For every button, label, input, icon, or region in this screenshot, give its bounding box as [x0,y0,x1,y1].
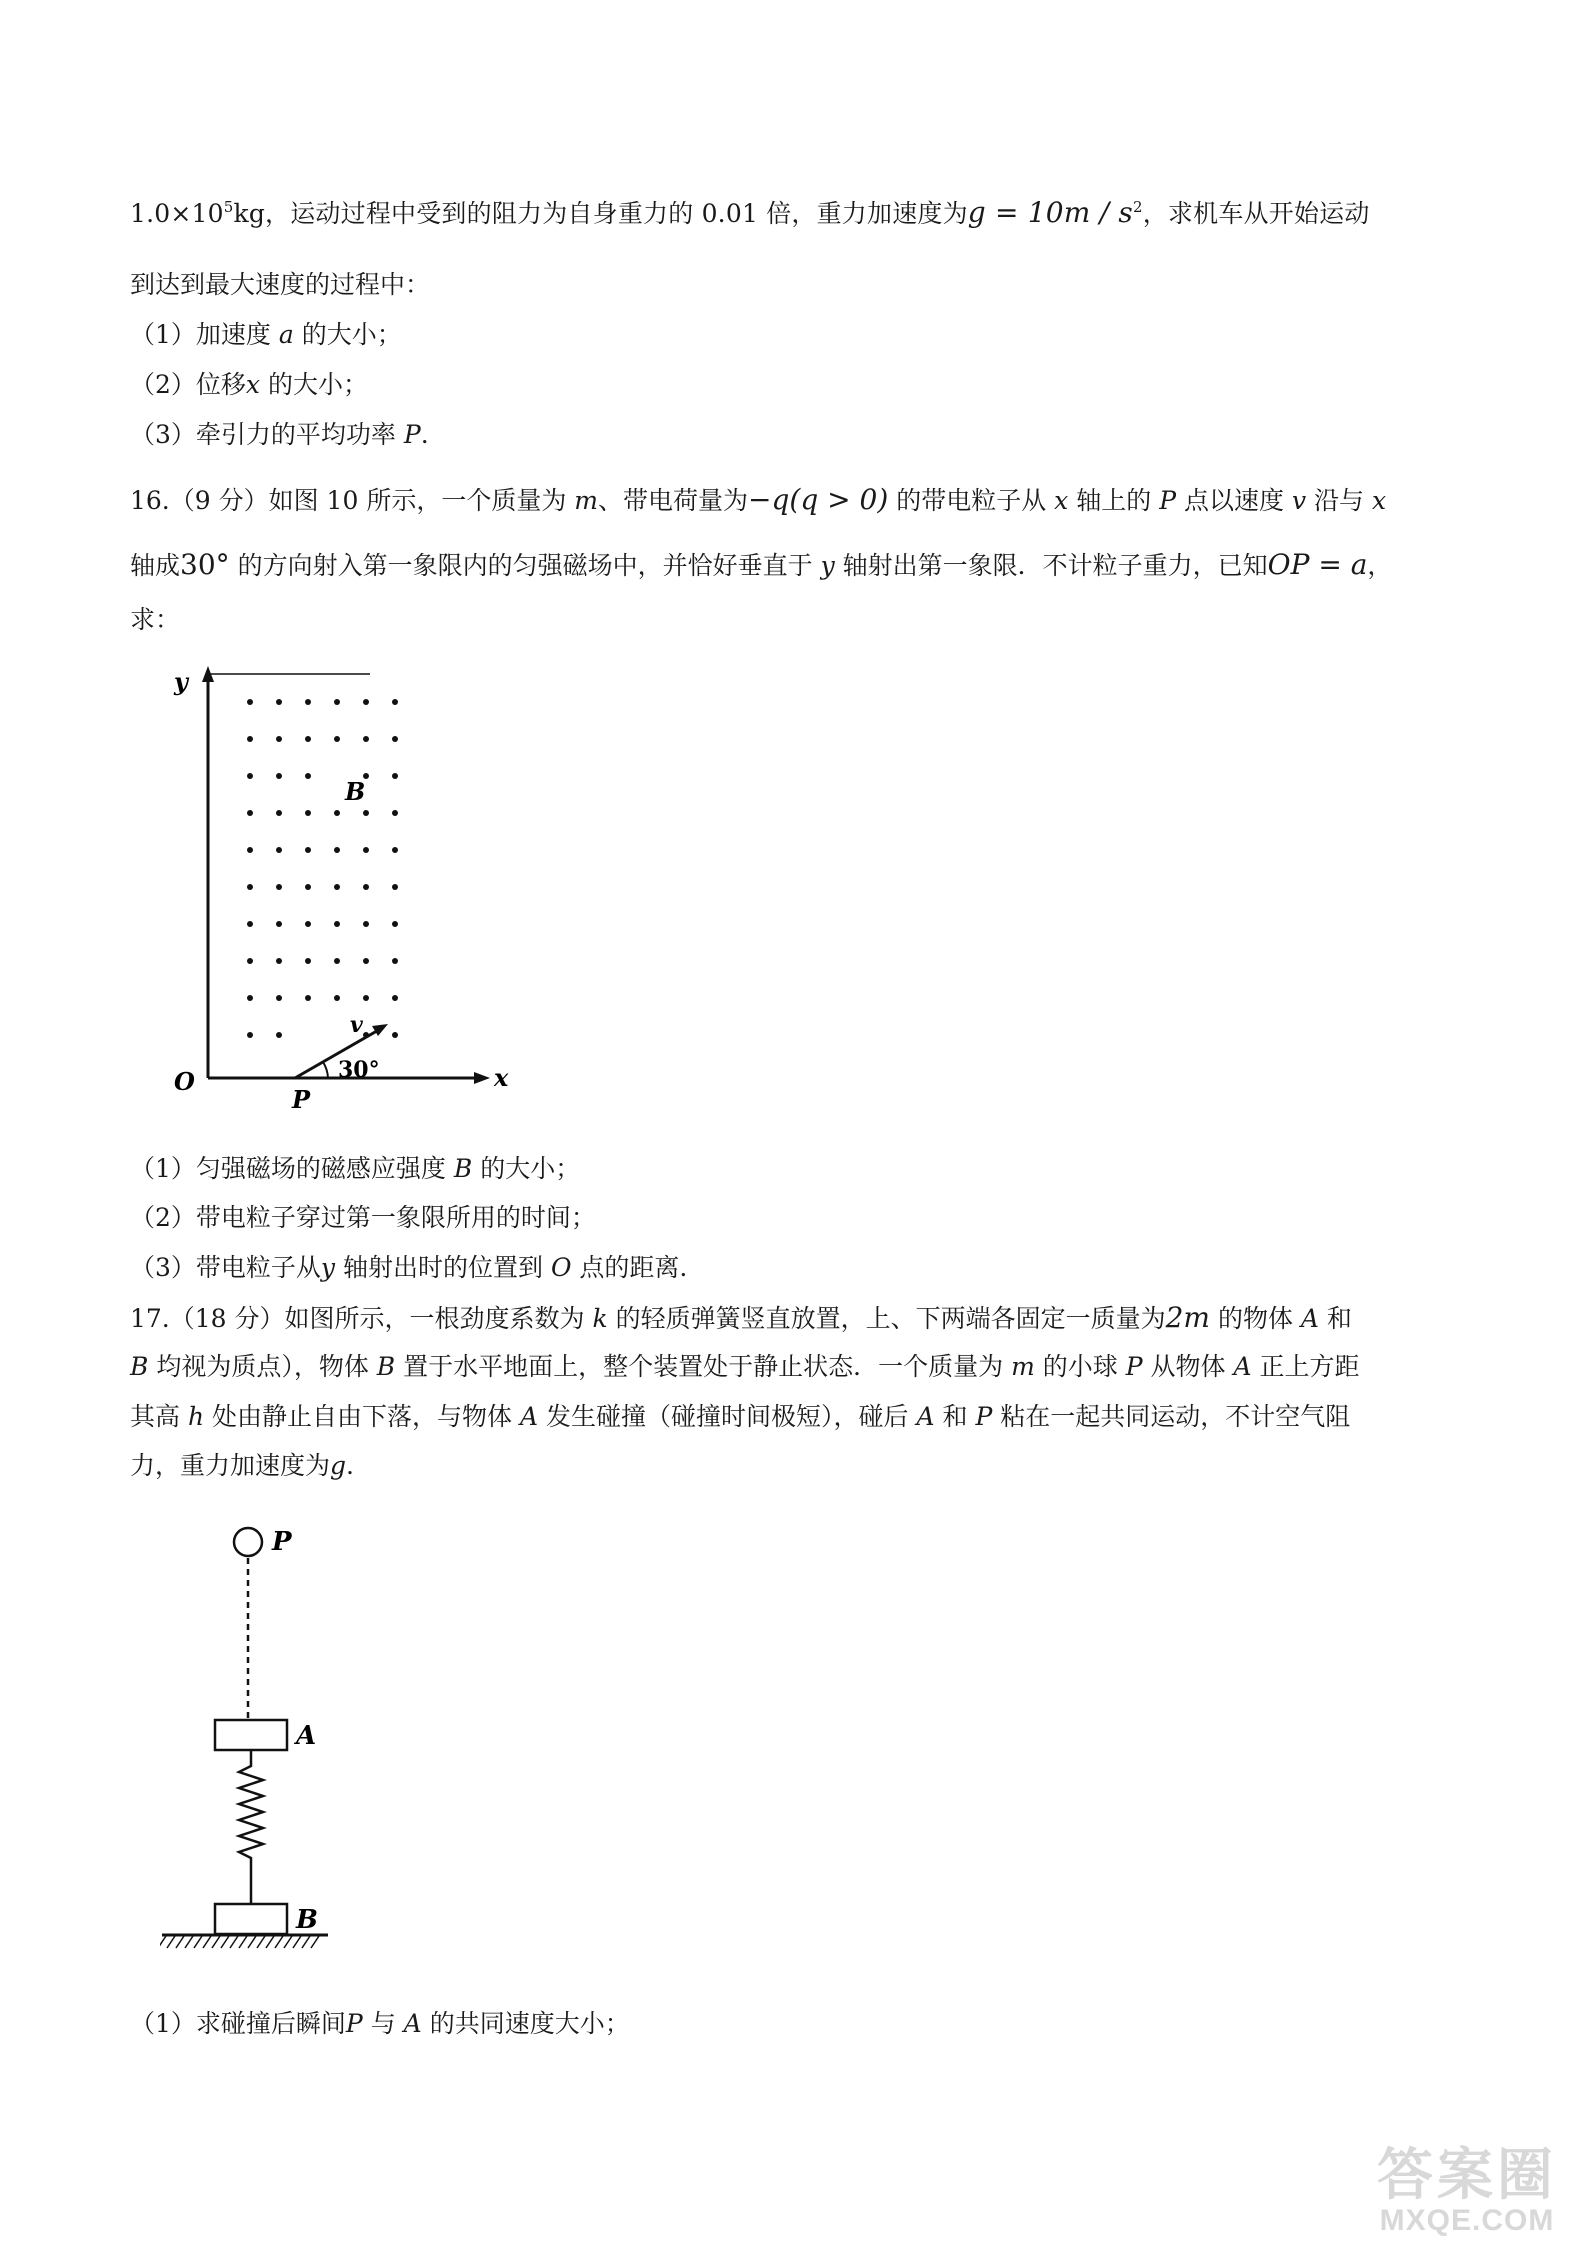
field-dot [363,921,369,927]
hatch-line [221,1936,229,1948]
q17-l4-post: . [346,1451,354,1480]
velocity-label: v [350,1012,363,1038]
q15-sub3-post: . [420,420,429,449]
q16-t2: 的带电粒子从 [896,486,1047,515]
hatch-line [239,1936,247,1948]
q16-sub2: （2）带电粒子穿过第一象限所用的时间； [130,1203,596,1232]
p-point-label: P [292,1085,311,1114]
mass-exp: 5 [223,198,234,216]
q16-v: v [1291,486,1307,515]
q17-t3: 和 [1326,1304,1352,1333]
block-b-label: B [296,1905,318,1935]
q16-m: m [574,486,598,515]
y-axis-label: y [174,667,188,696]
q17-l2-A: A [1233,1352,1252,1381]
field-dot [276,884,282,890]
q17-l3-t0: 其高 [130,1402,181,1431]
field-dot [392,921,398,927]
q16-line2 [130,548,1392,583]
q16-t3: 轴上的 [1076,486,1152,515]
q17-l2-t3: 的小球 [1042,1352,1118,1381]
field-dot [276,810,282,816]
q16-y: y [820,551,835,580]
spring [239,1750,263,1904]
q17-line4 [130,1449,354,1483]
field-dot [363,995,369,1001]
hatch-line [203,1936,211,1948]
field-dot [363,847,369,853]
q17-l2-t4: 从物体 [1150,1352,1226,1381]
q16-head: 16.（9 分）如图 10 所示，一个质量为 [130,486,567,515]
field-dot [276,847,282,853]
field-dot [276,921,282,927]
q15-sub2-post: 的大小； [267,370,368,399]
mass-coef: 1.0×10 [130,199,224,228]
q17-l4-g: g [330,1451,347,1480]
watermark-line1: 答案圈 [1377,2143,1557,2206]
q15-sub1-var: a [278,320,294,349]
field-dot [305,810,311,816]
q17-l2-t2: 置于水平地面上，整个装置处于静止状态．一个质量为 [403,1352,1004,1381]
watermark-line2: MXQE.COM [1379,2204,1555,2237]
q16-sub1-post: 的大小； [480,1154,581,1183]
mass-unit: kg [233,199,266,228]
q16-P: P [1159,486,1177,515]
velocity-arrowhead [372,1024,388,1036]
q16-x1: x [1054,486,1069,515]
q16-sub1 [130,1152,580,1186]
field-dot [334,884,340,890]
q16-l2-t1: 的方向射入第一象限内的匀强磁场中，并恰好垂直于 [237,551,813,580]
x-axis-arrow [474,1072,490,1084]
q15-sub1 [130,318,402,352]
q17-l3-A: A [520,1402,539,1431]
q17-line2 [130,1350,1360,1384]
block-a [215,1720,287,1750]
watermark [1377,2145,1557,2237]
field-dot [392,847,398,853]
hatch-line [257,1936,265,1948]
field-dot [363,736,369,742]
field-dot [247,884,253,890]
q17-sub1-pre: （1）求碰撞后瞬间 [130,2009,346,2038]
magnetic-field-figure [160,660,520,1120]
hatch-line [194,1936,202,1948]
q17-l3-h: h [187,1402,205,1431]
q15-sub3-pre: （3）牵引力的平均功率 [130,420,396,449]
hatch-line [212,1936,220,1948]
q16-sub3-pre: （3）带电粒子从 [130,1253,321,1282]
q16-line1 [130,483,1386,518]
hatch-line [275,1936,283,1948]
field-dot [363,958,369,964]
q17-A: A [1300,1304,1319,1333]
q16-t1: 、带电荷量为 [598,486,749,515]
q17-line1 [130,1301,1352,1336]
q17-l4-pre: 力，重力加速度为 [130,1451,331,1480]
q17-sub1-post: 的共同速度大小； [429,2009,630,2038]
q17-mass: 2m [1165,1301,1210,1334]
field-dot [363,699,369,705]
q17-k: k [592,1304,608,1333]
field-dot [305,736,311,742]
hatch-line [185,1936,193,1948]
q16-line3: 求： [130,605,181,634]
q15-line2: 到达到最大速度的过程中： [130,270,431,299]
q17-l3-A2: A [916,1402,935,1431]
field-dot [276,995,282,1001]
field-dot [247,921,253,927]
origin-label: O [174,1067,195,1096]
angle-arc [323,1062,328,1078]
block-a-label: A [296,1721,317,1751]
q17-t2: 的物体 [1217,1304,1293,1333]
field-dot [305,884,311,890]
q16-x2: x [1372,486,1387,515]
field-dot [276,773,282,779]
field-dot [334,847,340,853]
q17-sub1-P: P [345,2009,363,2038]
field-dot [334,699,340,705]
x-axis-label: x [494,1063,509,1092]
q16-op: OP = a [1267,548,1368,581]
q17-sub1-A: A [403,2009,422,2038]
q16-l2-pre: 轴成 [130,551,181,580]
field-dot [392,884,398,890]
field-dot [276,736,282,742]
field-dot [276,1032,282,1038]
angle-label: 30° [338,1057,380,1083]
field-dot [305,995,311,1001]
q15-sub2-var: x [245,370,261,399]
field-dot [305,773,311,779]
hatch-line [302,1936,310,1948]
q17-sub1 [130,2007,630,2041]
field-label: B [345,777,366,806]
field-dot [247,995,253,1001]
hatch-line [266,1936,274,1948]
field-dot [247,958,253,964]
q17-sub1-mid: 与 [370,2009,396,2038]
hatch-line [284,1936,292,1948]
field-dot [363,884,369,890]
field-dot [305,847,311,853]
field-dot [334,921,340,927]
field-dot [392,810,398,816]
field-dot [334,958,340,964]
q17-l3-t4: 粘在一起共同运动，不计空气阻 [1000,1402,1351,1431]
q17-line3 [130,1400,1350,1434]
field-dot [247,736,253,742]
q16-sub1-pre: （1）匀强磁场的磁感应强度 [130,1154,446,1183]
ball-p [234,1528,262,1556]
q17-head: 17.（18 分）如图所示，一根劲度系数为 [130,1304,585,1333]
hatch-line [248,1936,256,1948]
q17-l3-t2: 发生碰撞（碰撞时间极短），碰后 [546,1402,909,1431]
field-dot [392,773,398,779]
q15-sub3-var: P [403,420,421,449]
q16-sub3-var2: O [550,1253,572,1282]
field-dot [305,958,311,964]
q15-sub1-pre: （1）加速度 [130,320,271,349]
hatch-line [167,1936,175,1948]
block-b [215,1904,287,1934]
q17-l2-t1: 均视为质点），物体 [156,1352,369,1381]
q16-sub3-var: y [320,1253,336,1282]
q17-l3-P: P [975,1402,993,1431]
spring-system-figure [160,1518,360,1958]
q16-t4: 点以速度 [1183,486,1284,515]
field-dot [276,958,282,964]
q16-sub3-post: 点的距离. [579,1253,688,1282]
q17-l3-t3: 和 [942,1402,968,1431]
q16-sub3 [130,1251,687,1285]
q16-l2-t2: 轴射出第一象限．不计粒子重力，已知 [842,551,1268,580]
hatch-line [176,1936,184,1948]
hatch-line [160,1936,166,1948]
field-dot [392,1032,398,1038]
g-equation: g = 10m / s [967,196,1133,229]
field-dot [363,810,369,816]
field-dot [392,736,398,742]
field-dot [305,921,311,927]
field-dot [276,699,282,705]
q17-l3-t1: 处由静止自由下落，与物体 [212,1402,513,1431]
q17-t1: 的轻质弹簧竖直放置，上、下两端各固定一质量为 [615,1304,1166,1333]
q16-sub1-var: B [453,1154,473,1183]
q15-line1 [130,196,1370,231]
field-dot [392,995,398,1001]
s-exp: 2 [1132,198,1143,216]
field-dot [247,847,253,853]
q17-l2-B2: B [376,1352,396,1381]
field-dot [392,958,398,964]
field-dot [305,699,311,705]
q16-charge: −q(q > 0) [748,483,889,516]
q15-sub2 [130,368,368,402]
q16-angle: 30° [180,548,230,581]
q15-sub3 [130,418,429,452]
field-dot [334,736,340,742]
ball-p-label: P [272,1527,292,1557]
hatch-line [311,1936,319,1948]
q17-l2-t5: 正上方距 [1259,1352,1360,1381]
q17-l2-m: m [1011,1352,1035,1381]
hatch-line [293,1936,301,1948]
q17-l2-P: P [1125,1352,1143,1381]
field-dot [247,699,253,705]
ground-hatching [160,1936,319,1948]
q17-l2-B: B [130,1352,149,1381]
q15-sub1-post: 的大小； [301,320,402,349]
field-dot [247,1032,253,1038]
q15-sub2-pre: （2）位移 [130,370,246,399]
q16-t5: 沿与 [1314,486,1365,515]
q16-l2-post: ， [1367,551,1393,580]
field-dot [247,773,253,779]
q16-sub3-mid: 轴射出时的位置到 [343,1253,544,1282]
field-dot [334,810,340,816]
q15-text-a: ，运动过程中受到的阻力为自身重力的 0.01 倍，重力加速度为 [265,199,968,228]
field-dot [334,995,340,1001]
field-dot [392,699,398,705]
field-dots [247,699,398,1038]
field-dot [247,810,253,816]
hatch-line [230,1936,238,1948]
q15-text-b: ，求机车从开始运动 [1142,199,1370,228]
